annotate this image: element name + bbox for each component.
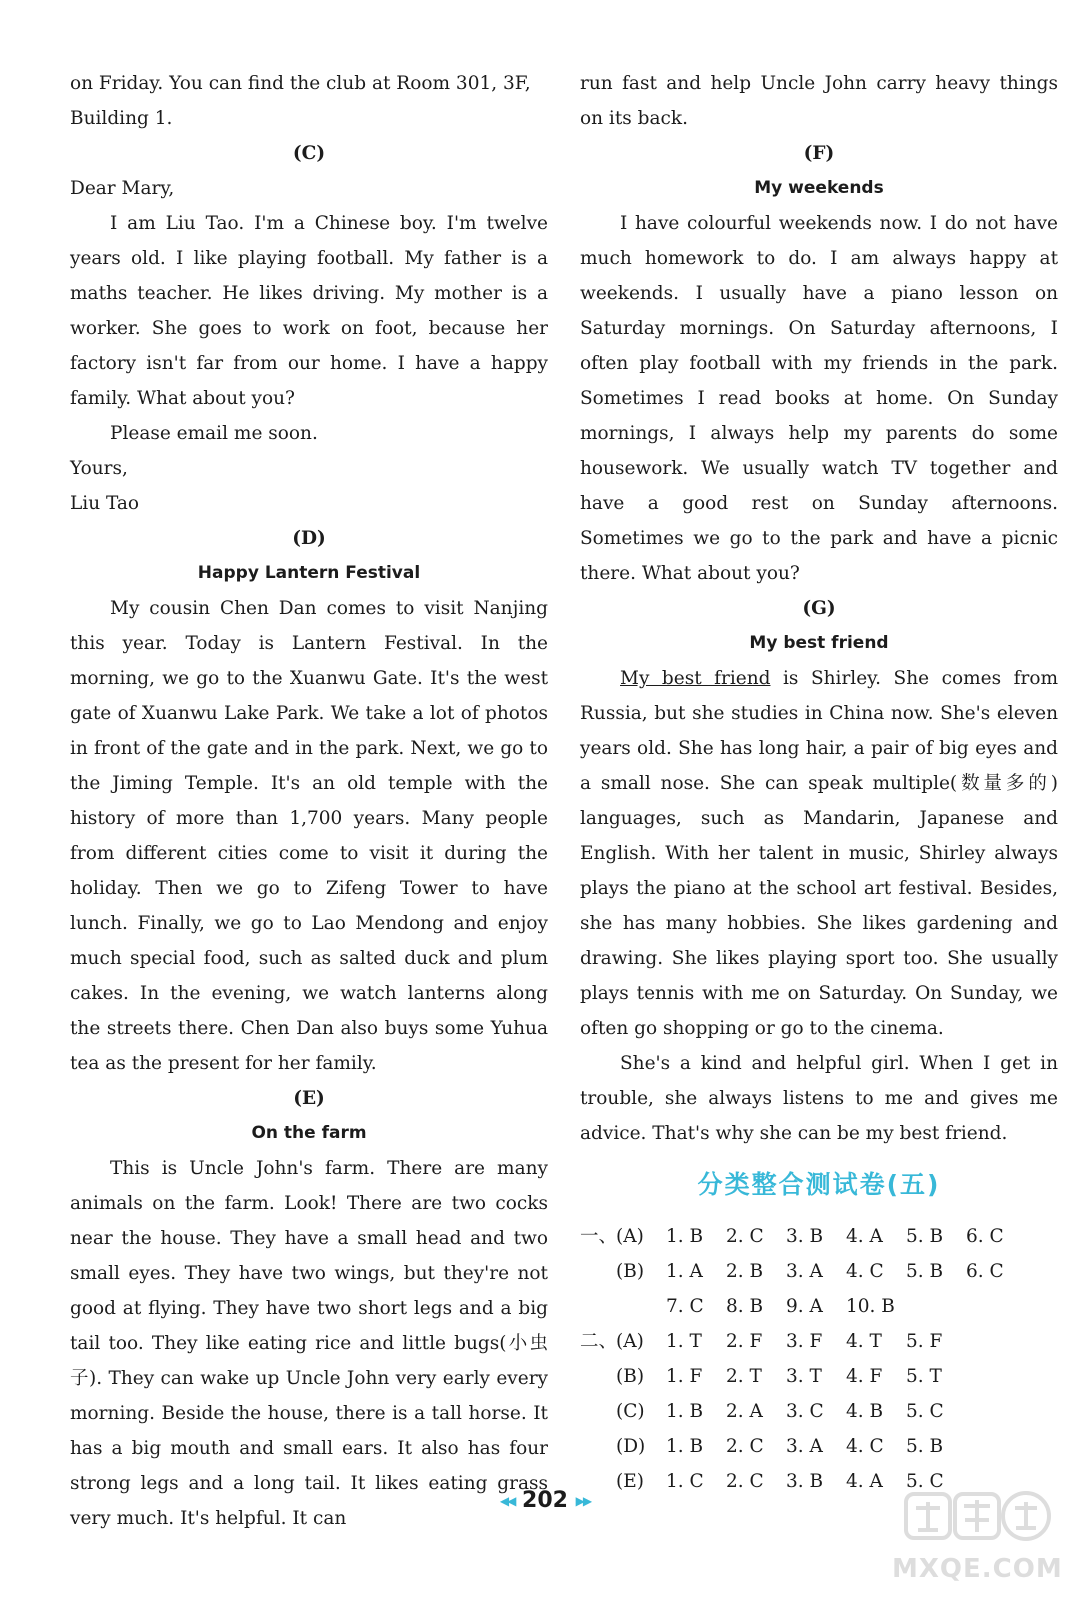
answer-item: 4. C xyxy=(846,1261,884,1282)
answer-item: 3. B xyxy=(786,1226,824,1247)
answer-item: 9. A xyxy=(786,1296,823,1317)
answer-item: 5. B xyxy=(906,1226,944,1247)
right-column xyxy=(580,66,1058,1499)
answer-key xyxy=(580,1219,1058,1499)
answer-label: (A) xyxy=(616,1331,644,1352)
answer-label: (C) xyxy=(616,1401,645,1422)
answer-row-2c xyxy=(580,1394,1058,1429)
answer-label: (E) xyxy=(616,1471,644,1492)
answer-item: 7. C xyxy=(666,1296,704,1317)
answer-item: 5. C xyxy=(906,1471,944,1492)
answer-label: (B) xyxy=(616,1366,645,1387)
answer-part-two: 二、 xyxy=(580,1331,618,1352)
answer-item: 6. C xyxy=(966,1261,1004,1282)
answer-row-2d xyxy=(580,1429,1058,1464)
passage-c-label: (C) xyxy=(292,143,326,164)
passage-g-body xyxy=(580,661,1058,1046)
passage-d-title: Happy Lantern Festival xyxy=(197,563,421,583)
answer-item: 3. B xyxy=(786,1471,824,1492)
prev-arrows-icon: ◀◀ xyxy=(499,1494,515,1508)
next-arrows-icon: ▶▶ xyxy=(575,1494,591,1508)
watermark-url: MXQE.COM xyxy=(892,1554,1063,1584)
answer-item: 3. T xyxy=(786,1366,822,1387)
passage-f-title: My weekends xyxy=(754,178,884,198)
answer-row-1b xyxy=(580,1254,1058,1289)
passage-e-body: This is Uncle John's farm. There are many animals on the farm. Look! There are two cocks near the house. They have a small head and two small eyes. They have two wings, but they're not good at flying. They have two short legs and a big tail too. They like eating rice and little bugs(小虫子). They can wake up Uncle John very early every morning. Beside the house, there is a tall horse. It has a big mouth and small ears. It also has four strong legs and a long tail. It likes eating grass very much. It's helpful. It can xyxy=(70,1158,548,1529)
answer-item: 1. T xyxy=(666,1331,702,1352)
answer-label: (B) xyxy=(616,1261,645,1282)
passage-d-label: (D) xyxy=(292,528,326,549)
passage-d-body: My cousin Chen Dan comes to visit Nanjing this year. Today is Lantern Festival. In the morning, we go to the Xuanwu Gate. It's the west gate of Xuanwu Lake Park. We take a lot of photos in front of the gate and in the park. Next, we go to the Jiming Temple. It's an old temple with the history of more than 1,700 years. Many people from different cities come to visit it during the holiday. Then we go to Zifeng Tower to have lunch. Finally, we go to Lao Mendong and enjoy much special food, such as salted duck and plum cakes. In the evening, we watch lanterns along the streets there. Chen Dan also buys some Yuhua tea as the present for her family. xyxy=(70,598,548,1074)
answer-item: 4. A xyxy=(846,1226,883,1247)
answer-item: 2. C xyxy=(726,1436,764,1457)
answer-item: 1. A xyxy=(666,1261,703,1282)
answer-row-2a xyxy=(580,1324,1058,1359)
answer-item: 2. C xyxy=(726,1226,764,1247)
watermark xyxy=(892,1488,1062,1588)
passage-b-tail-line2: Building 1. xyxy=(70,108,173,129)
passage-g-body-text: is Shirley. She comes from Russia, but she studies in China now. She's eleven years old. She has long hair, a pair of big eyes and a small nose. She can speak multiple(数量多的) languages, such as Mandarin, Japanese and English. With her talent in music, Shirley always plays the piano at the school art festival. Besides, she has many hobbies. She likes gardening and drawing. She likes playing sport too. She usually plays tennis with me on Saturday. On Sunday, we often go shopping or go to the cinema. xyxy=(580,668,1059,1039)
answer-row-1a xyxy=(580,1219,1058,1254)
answer-item: 4. A xyxy=(846,1471,883,1492)
answer-item: 6. C xyxy=(966,1226,1004,1247)
answer-item: 1. B xyxy=(666,1436,704,1457)
answer-item: 3. A xyxy=(786,1436,823,1457)
passage-e-title: On the farm xyxy=(251,1123,367,1143)
section-title: 分类整合测试卷(五) xyxy=(697,1170,941,1199)
passage-g-label: (G) xyxy=(802,598,836,619)
answer-label: (D) xyxy=(616,1436,646,1457)
passage-g-conclusion: She's a kind and helpful girl. When I get in trouble, she always listens to me and gives me advice. That's why she can be my best friend. xyxy=(580,1053,1058,1144)
answer-item: 4. B xyxy=(846,1401,884,1422)
answer-item: 3. A xyxy=(786,1261,823,1282)
passage-c-request: Please email me soon. xyxy=(110,423,318,444)
answer-row-2b xyxy=(580,1359,1058,1394)
answer-item: 1. B xyxy=(666,1226,704,1247)
passage-g-underlined-phrase: My best friend xyxy=(620,668,771,689)
passage-e-tail: run fast and help Uncle John carry heavy things on its back. xyxy=(580,73,1058,129)
answer-label: (A) xyxy=(616,1226,644,1247)
answer-item: 1. F xyxy=(666,1366,703,1387)
answer-item: 4. C xyxy=(846,1436,884,1457)
answer-item: 3. C xyxy=(786,1401,824,1422)
answer-item: 1. C xyxy=(666,1471,704,1492)
answer-item: 2. F xyxy=(726,1331,763,1352)
answer-item: 5. F xyxy=(906,1331,943,1352)
answer-item: 2. A xyxy=(726,1401,763,1422)
answer-item: 5. C xyxy=(906,1401,944,1422)
passage-f-body: I have colourful weekends now. I do not have much homework to do. I am always happy at weekends. I usually have a piano lesson on Saturday mornings. On Saturday afternoons, I often play football with my friends in the park. Sometimes I read books at home. On Sunday mornings, I always help my parents do some housework. We usually watch TV together and have a good rest on Sunday afternoons. Sometimes we go to the park and have a picnic there. What about you? xyxy=(580,213,1058,584)
answer-item: 2. B xyxy=(726,1261,764,1282)
answer-item: 5. T xyxy=(906,1366,942,1387)
answer-item: 2. T xyxy=(726,1366,762,1387)
passage-c-greeting: Dear Mary, xyxy=(70,178,175,199)
answer-item: 4. T xyxy=(846,1331,882,1352)
answer-item: 8. B xyxy=(726,1296,764,1317)
answer-part-one: 一、 xyxy=(580,1226,618,1247)
passage-f-label: (F) xyxy=(803,143,835,164)
watermark-logo-icon xyxy=(902,1488,1052,1548)
passage-c-closing: Yours, xyxy=(70,458,128,479)
answer-item: 5. B xyxy=(906,1261,944,1282)
answer-item: 10. B xyxy=(846,1296,895,1317)
passage-e-label: (E) xyxy=(293,1088,325,1109)
passage-c-signature: Liu Tao xyxy=(70,493,140,514)
left-column xyxy=(70,66,548,1536)
answer-item: 4. F xyxy=(846,1366,883,1387)
page-number: 202 xyxy=(522,1488,568,1513)
answer-item: 1. B xyxy=(666,1401,704,1422)
answer-row-1b-cont xyxy=(580,1289,1058,1324)
answer-item: 5. B xyxy=(906,1436,944,1457)
passage-g-title: My best friend xyxy=(749,633,889,653)
answer-item: 2. C xyxy=(726,1471,764,1492)
answer-item: 3. F xyxy=(786,1331,823,1352)
passage-c-body: I am Liu Tao. I'm a Chinese boy. I'm twelve years old. I like playing football. My father is a maths teacher. He likes driving. My mother is a worker. She goes to work on foot, because her factory isn't far from our home. I have a happy family. What about you? xyxy=(70,213,548,409)
passage-b-tail-line1: on Friday. You can find the club at Room 301, 3F, xyxy=(70,73,531,94)
